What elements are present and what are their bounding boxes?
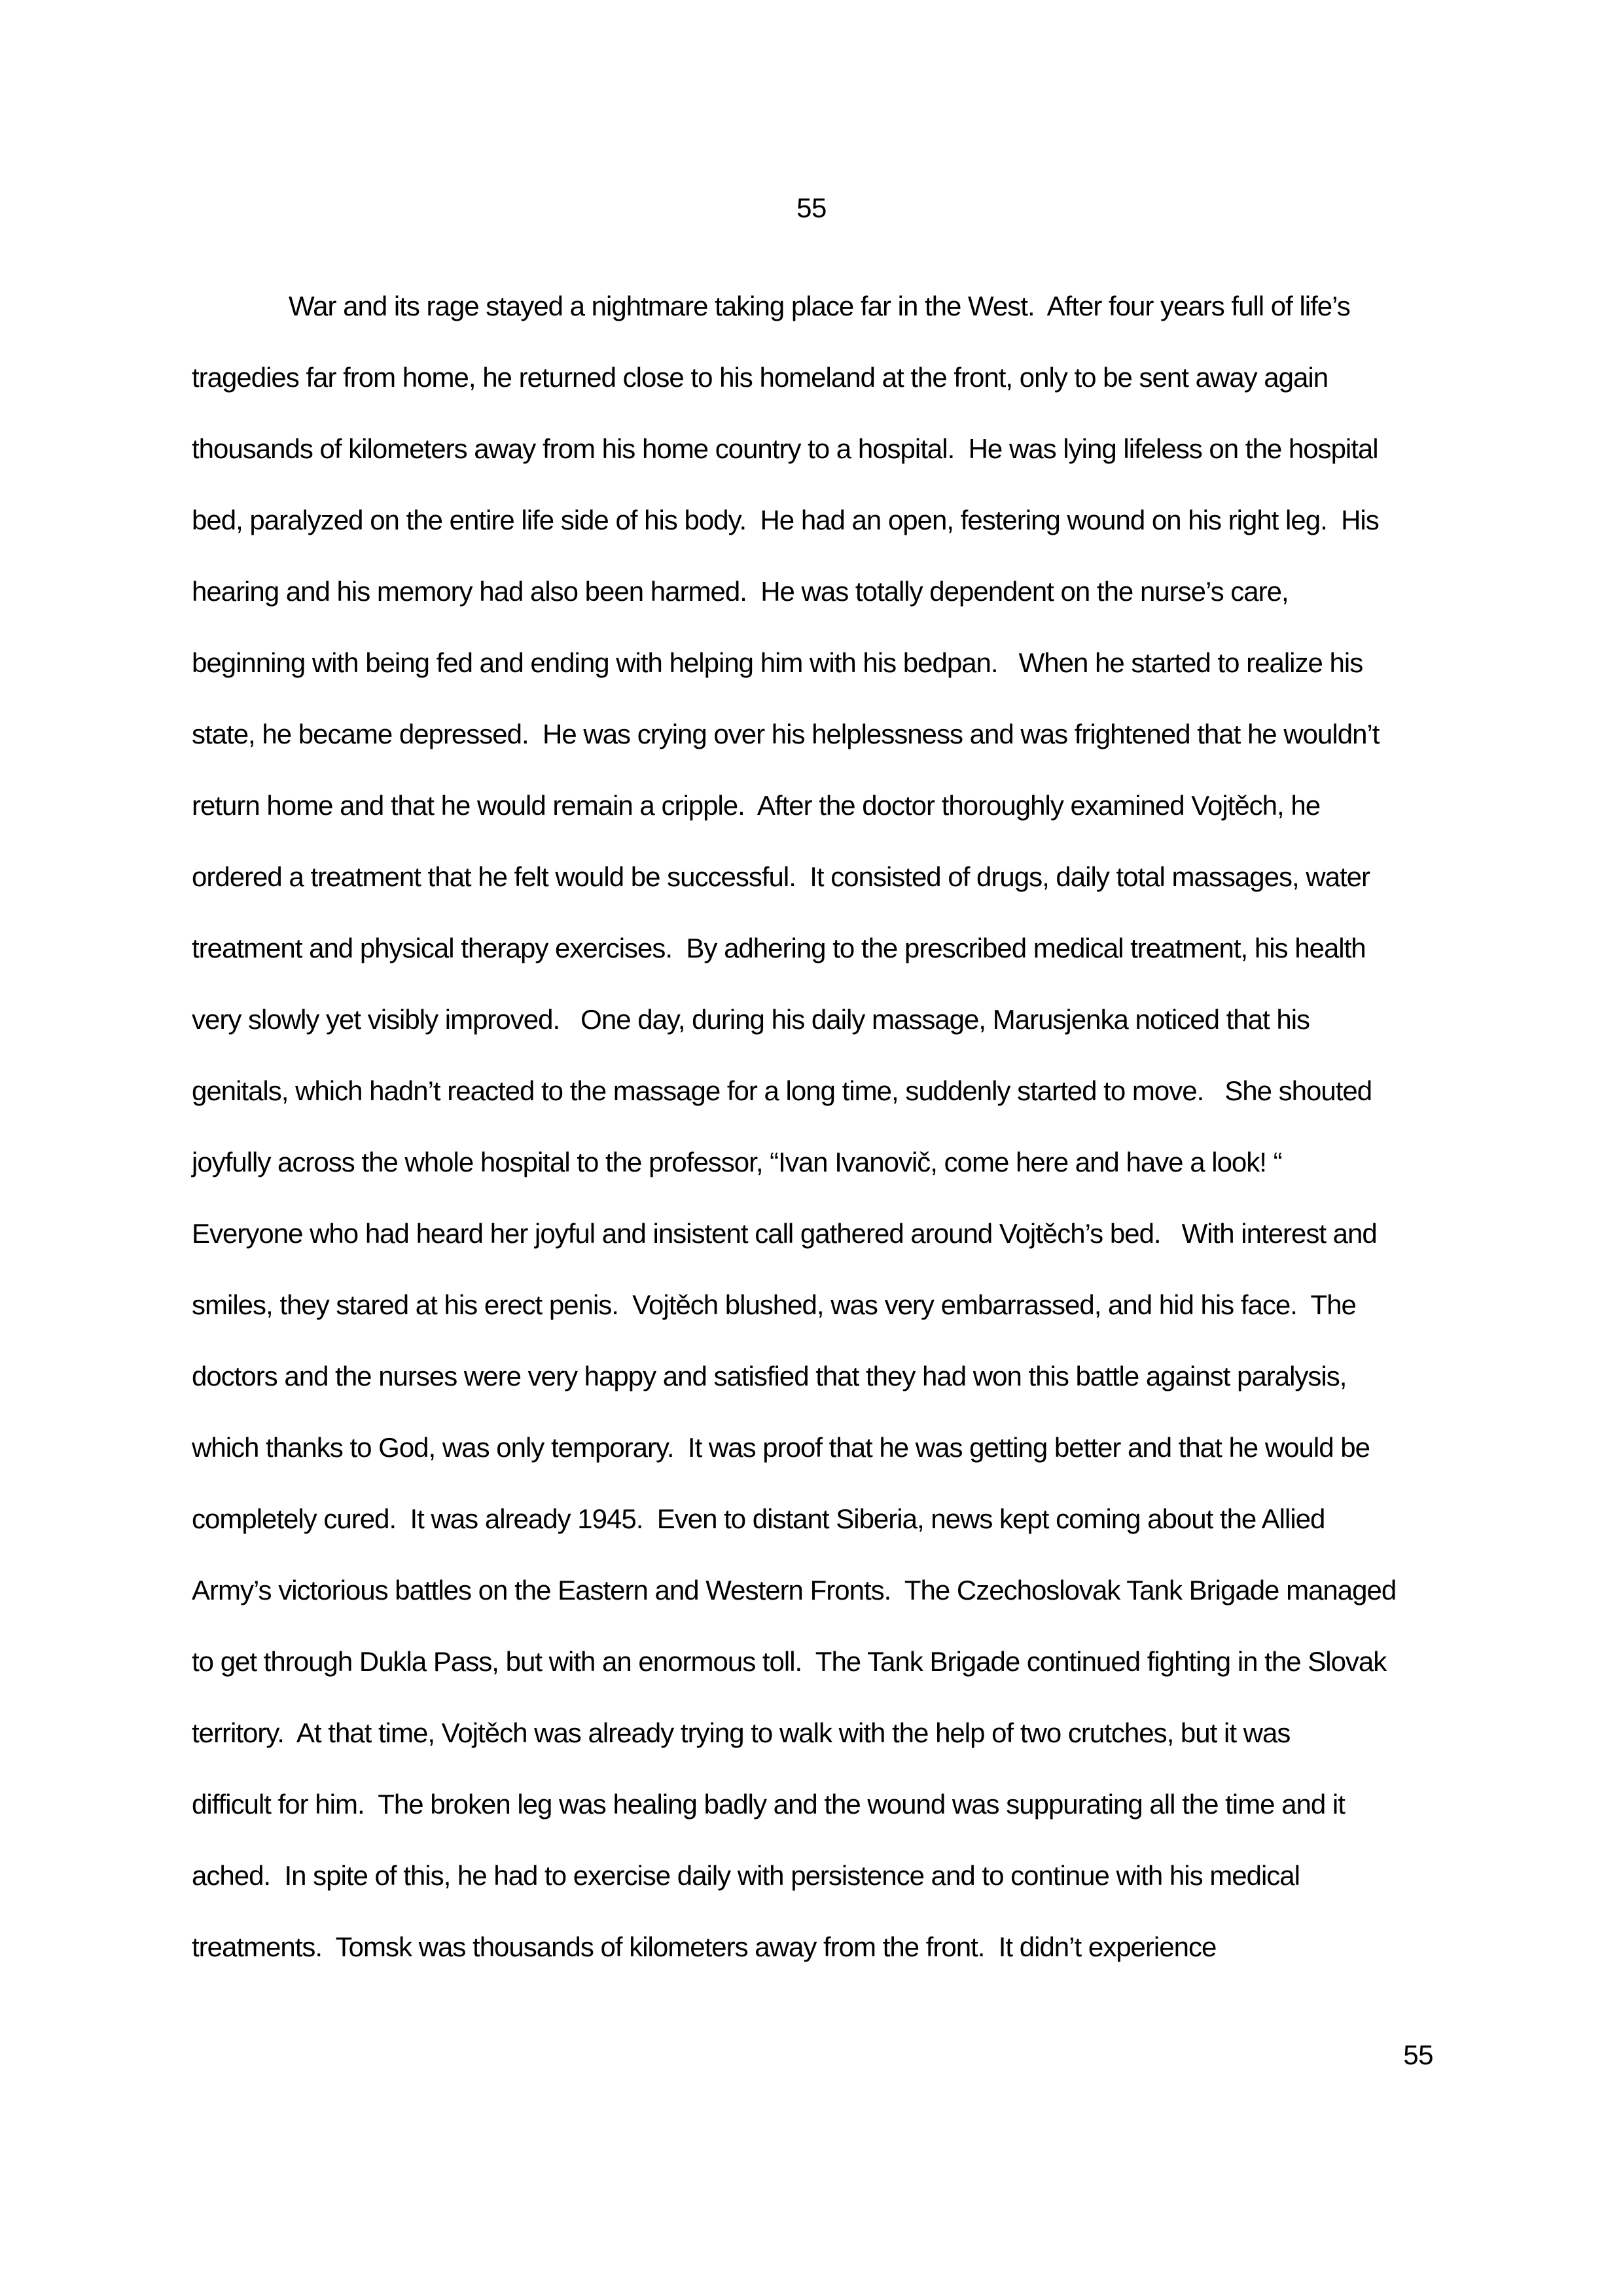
text-line: which thanks to God, was only temporary. It was proof that he was getting better and that he would be — [192, 1432, 1370, 1463]
paragraph — [192, 270, 1435, 1982]
text-line: ordered a treatment that he felt would be successful. It consisted of drugs, daily total massages, water — [192, 861, 1370, 892]
text-line: hearing and his memory had also been harmed. He was totally dependent on the nurse’s care, — [192, 576, 1289, 607]
text-line: ached. In spite of this, he had to exercise daily with persistence and to continue with his medical — [192, 1860, 1300, 1891]
text-line: genitals, which hadn’t reacted to the massage for a long time, suddenly started to move. She shouted — [192, 1075, 1372, 1106]
text-line: beginning with being fed and ending with helping him with his bedpan. When he started to realize his — [192, 647, 1363, 678]
text-line: treatments. Tomsk was thousands of kilometers away from the front. It didn’t experience — [192, 1931, 1217, 1962]
text-line: return home and that he would remain a cripple. After the doctor thoroughly examined Vojtěch, he — [192, 790, 1321, 821]
text-line: difficult for him. The broken leg was healing badly and the wound was suppurating all the time and it — [192, 1789, 1345, 1820]
text-line: territory. At that time, Vojtěch was already trying to walk with the help of two crutches, but it was — [192, 1717, 1291, 1748]
page-number-top: 55 — [796, 192, 827, 223]
text-line: joyfully across the whole hospital to the professor, “Ivan Ivanovič, come here and have a look! “ — [192, 1147, 1282, 1177]
text-line: state, he became depressed. He was crying over his helplessness and was frightened that he wouldn’t — [192, 719, 1380, 749]
text-line: smiles, they stared at his erect penis. Vojtěch blushed, was very embarrassed, and hid his face. The — [192, 1289, 1356, 1320]
text-line: bed, paralyzed on the entire life side of his body. He had an open, festering wound on his right leg. His — [192, 505, 1379, 535]
text-line: treatment and physical therapy exercises. By adhering to the prescribed medical treatment, his health — [192, 933, 1366, 963]
text-line: to get through Dukla Pass, but with an enormous toll. The Tank Brigade continued fighting in the Slovak — [192, 1646, 1387, 1677]
page-number-bottom: 55 — [1403, 2039, 1433, 2070]
text-line: doctors and the nurses were very happy and satisfied that they had won this battle against paralysis, — [192, 1361, 1347, 1391]
text-line: War and its rage stayed a nightmare taking place far in the West. After four years full of life’s — [289, 291, 1350, 321]
text-line: completely cured. It was already 1945. Even to distant Siberia, news kept coming about the Allied — [192, 1503, 1325, 1534]
text-line: Everyone who had heard her joyful and insistent call gathered around Vojtěch’s bed. With interest and — [192, 1218, 1377, 1249]
text-line: very slowly yet visibly improved. One day, during his daily massage, Marusjenka noticed that his — [192, 1004, 1310, 1035]
text-line: tragedies far from home, he returned close to his homeland at the front, only to be sent away again — [192, 362, 1329, 393]
text-line: thousands of kilometers away from his home country to a hospital. He was lying lifeless on the hospital — [192, 433, 1378, 464]
text-line: Army’s victorious battles on the Eastern and Western Fronts. The Czechoslovak Tank Brigade managed — [192, 1575, 1397, 1605]
